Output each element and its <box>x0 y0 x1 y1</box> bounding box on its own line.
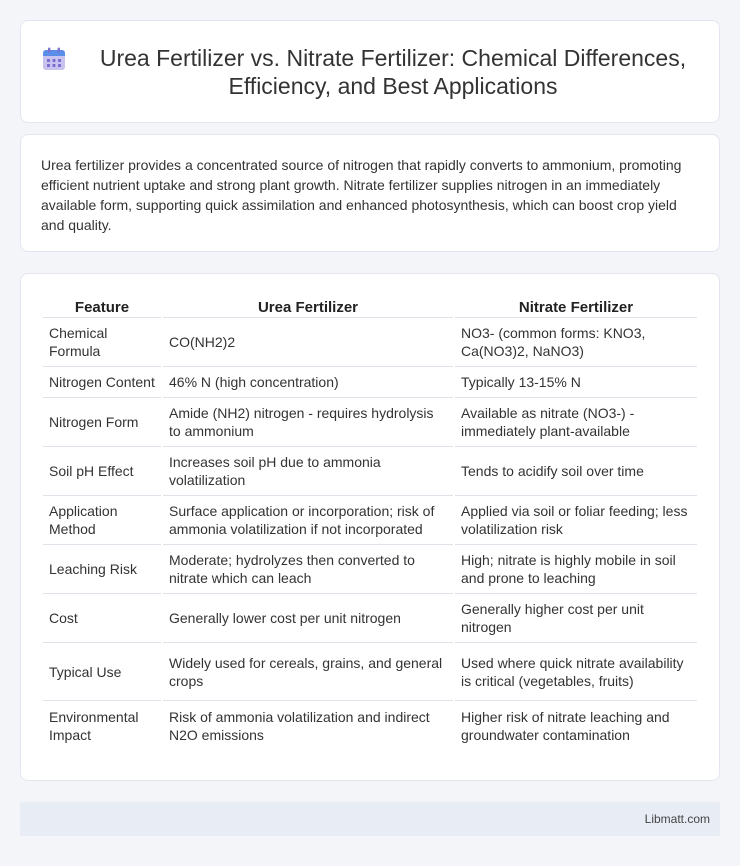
intro-card <box>20 134 720 252</box>
urea-cell: 46% N (high concentration) <box>163 367 453 398</box>
feature-cell: Chemical Formula <box>43 318 161 367</box>
comparison-card <box>20 273 720 781</box>
footer-site-link[interactable]: Libmatt.com <box>644 812 710 826</box>
feature-cell: Soil pH Effect <box>43 447 161 496</box>
table-row <box>43 398 697 447</box>
table-row <box>43 701 697 750</box>
feature-cell: Nitrogen Form <box>43 398 161 447</box>
urea-cell: Widely used for cereals, grains, and general crops <box>163 643 453 701</box>
urea-cell: Increases soil pH due to ammonia volatilization <box>163 447 453 496</box>
urea-cell: Amide (NH2) nitrogen - requires hydrolysis to ammonium <box>163 398 453 447</box>
column-header-feature: Feature <box>43 294 161 318</box>
intro-paragraph: Urea fertilizer provides a concentrated source of nitrogen that rapidly converts to ammonium, promoting efficient nutrient uptake and strong plant growth. Nitrate fertilizer supplies nitrogen in an immediately available form, supporting quick assimilation and enhanced photosynthesis, which can boost crop yield and quality. <box>41 157 682 233</box>
feature-cell: Nitrogen Content <box>43 367 161 398</box>
nitrate-cell: High; nitrate is highly mobile in soil and prone to leaching <box>455 545 697 594</box>
feature-cell: Leaching Risk <box>43 545 161 594</box>
nitrate-cell: Available as nitrate (NO3-) - immediately plant-available <box>455 398 697 447</box>
column-header-nitrate: Nitrate Fertilizer <box>455 294 697 318</box>
page-title: Urea Fertilizer vs. Nitrate Fertilizer: Chemical Differences, Efficiency, and Best Applications <box>99 44 687 99</box>
feature-cell: Environmental Impact <box>49 708 139 743</box>
urea-cell: CO(NH2)2 <box>163 318 453 367</box>
nitrate-cell: Generally higher cost per unit nitrogen <box>455 594 697 643</box>
nitrate-cell: Used where quick nitrate availability is critical (vegetables, fruits) <box>455 643 697 701</box>
table-row <box>43 643 697 701</box>
column-header-urea: Urea Fertilizer <box>163 294 453 318</box>
comparison-table <box>41 294 699 750</box>
nitrate-cell: Typically 13-15% N <box>455 367 697 398</box>
table-row <box>43 496 697 545</box>
header-card <box>20 20 720 123</box>
urea-cell: Moderate; hydrolyzes then converted to nitrate which can leach <box>163 545 453 594</box>
urea-cell: Surface application or incorporation; risk of ammonia volatilization if not incorporated <box>163 496 453 545</box>
urea-cell: Risk of ammonia volatilization and indirect N2O emissions <box>169 708 430 743</box>
feature-cell: Cost <box>43 594 161 643</box>
calendar-icon <box>41 46 67 72</box>
feature-cell: Application Method <box>43 496 161 545</box>
table-row <box>43 447 697 496</box>
nitrate-cell: Applied via soil or foliar feeding; less volatilization risk <box>455 496 697 545</box>
table-header-row <box>43 294 697 318</box>
nitrate-cell: NO3- (common forms: KNO3, Ca(NO3)2, NaNO3) <box>455 318 697 367</box>
table-row <box>43 367 697 398</box>
nitrate-cell: Tends to acidify soil over time <box>455 447 697 496</box>
table-row <box>43 545 697 594</box>
feature-cell: Typical Use <box>43 643 161 701</box>
footer <box>20 802 720 836</box>
nitrate-cell: Higher risk of nitrate leaching and groundwater contamination <box>461 708 670 743</box>
table-row <box>43 594 697 643</box>
urea-cell: Generally lower cost per unit nitrogen <box>163 594 453 643</box>
table-row <box>43 318 697 367</box>
